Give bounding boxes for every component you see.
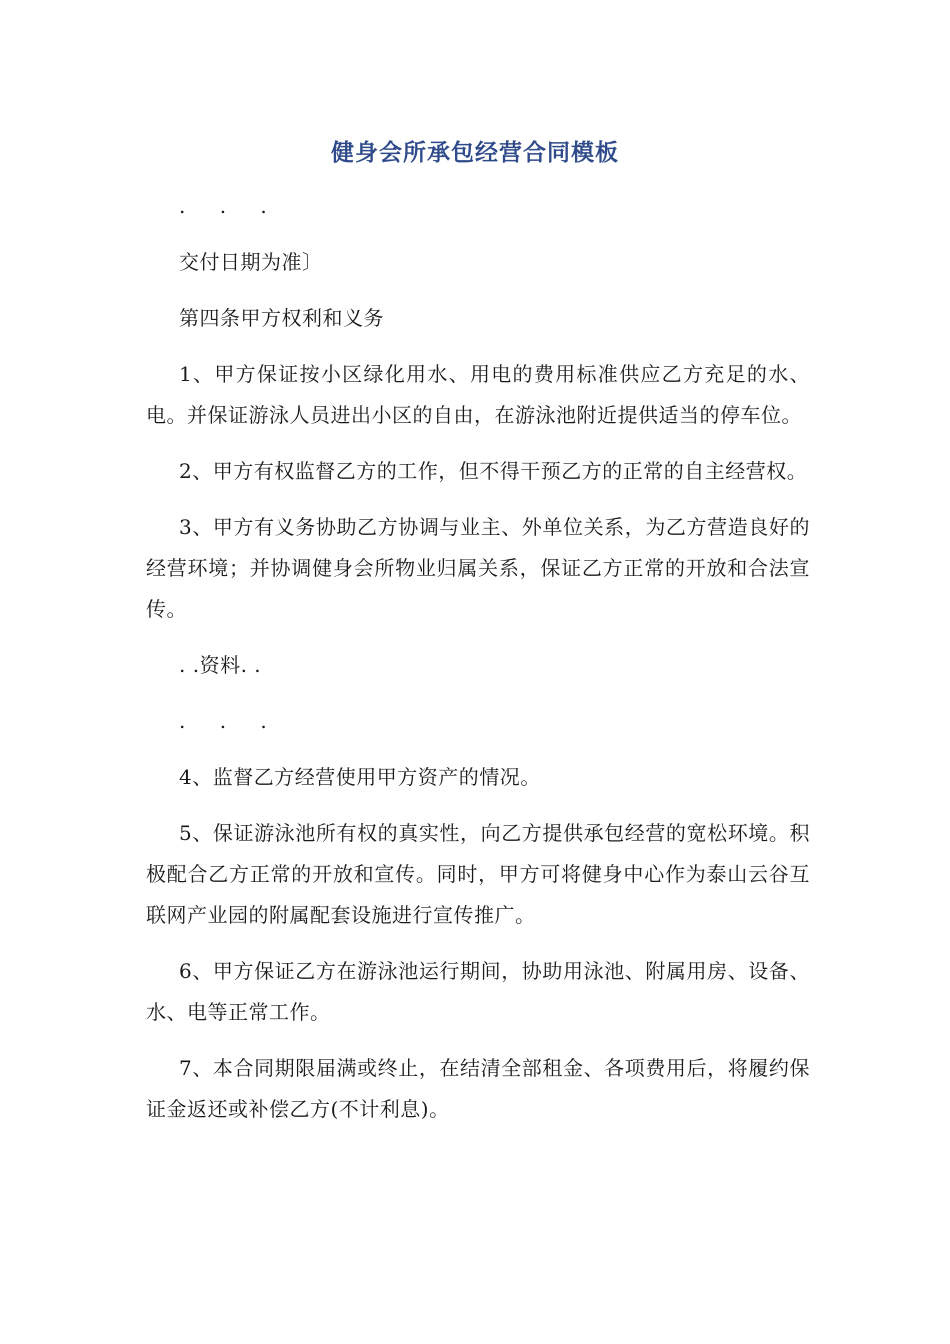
ellipsis-line: . . . bbox=[179, 709, 281, 733]
watermark-line: . .资料. . bbox=[179, 653, 262, 677]
clause-5: 5、保证游泳池所有权的真实性，向乙方提供承包经营的宽松环境。积极配合乙方正常的开放和宣传。同时，甲方可将健身中心作为泰山云谷互联网产业园的附属配套设施进行宣传推广。 bbox=[146, 821, 810, 927]
section-heading-article-4: 第四条甲方权利和义务 bbox=[179, 306, 384, 330]
clause-2: 2、甲方有权监督乙方的工作，但不得干预乙方的正常的自主经营权。 bbox=[179, 459, 808, 483]
document-title: 健身会所承包经营合同模板 bbox=[331, 140, 619, 166]
document-body bbox=[146, 186, 810, 1130]
clause-1: 1、甲方保证按小区绿化用水、用电的费用标准供应乙方充足的水、电。并保证游泳人员进出小区的自由，在游泳池附近提供适当的停车位。 bbox=[146, 362, 810, 427]
ellipsis-line: . . . bbox=[179, 194, 281, 218]
clause-3: 3、甲方有义务协助乙方协调与业主、外单位关系，为乙方营造良好的经营环境；并协调健身会所物业归属关系，保证乙方正常的开放和合法宣传。 bbox=[146, 515, 810, 621]
paragraph-delivery-date: 交付日期为准〕 bbox=[179, 250, 323, 274]
clause-6: 6、甲方保证乙方在游泳池运行期间，协助用泳池、附属用房、设备、水、电等正常工作。 bbox=[146, 959, 810, 1024]
clause-4: 4、监督乙方经营使用甲方资产的情况。 bbox=[179, 765, 541, 789]
clause-7: 7、本合同期限届满或终止，在结清全部租金、各项费用后，将履约保证金返还或补偿乙方(不计利息)。 bbox=[146, 1056, 810, 1121]
